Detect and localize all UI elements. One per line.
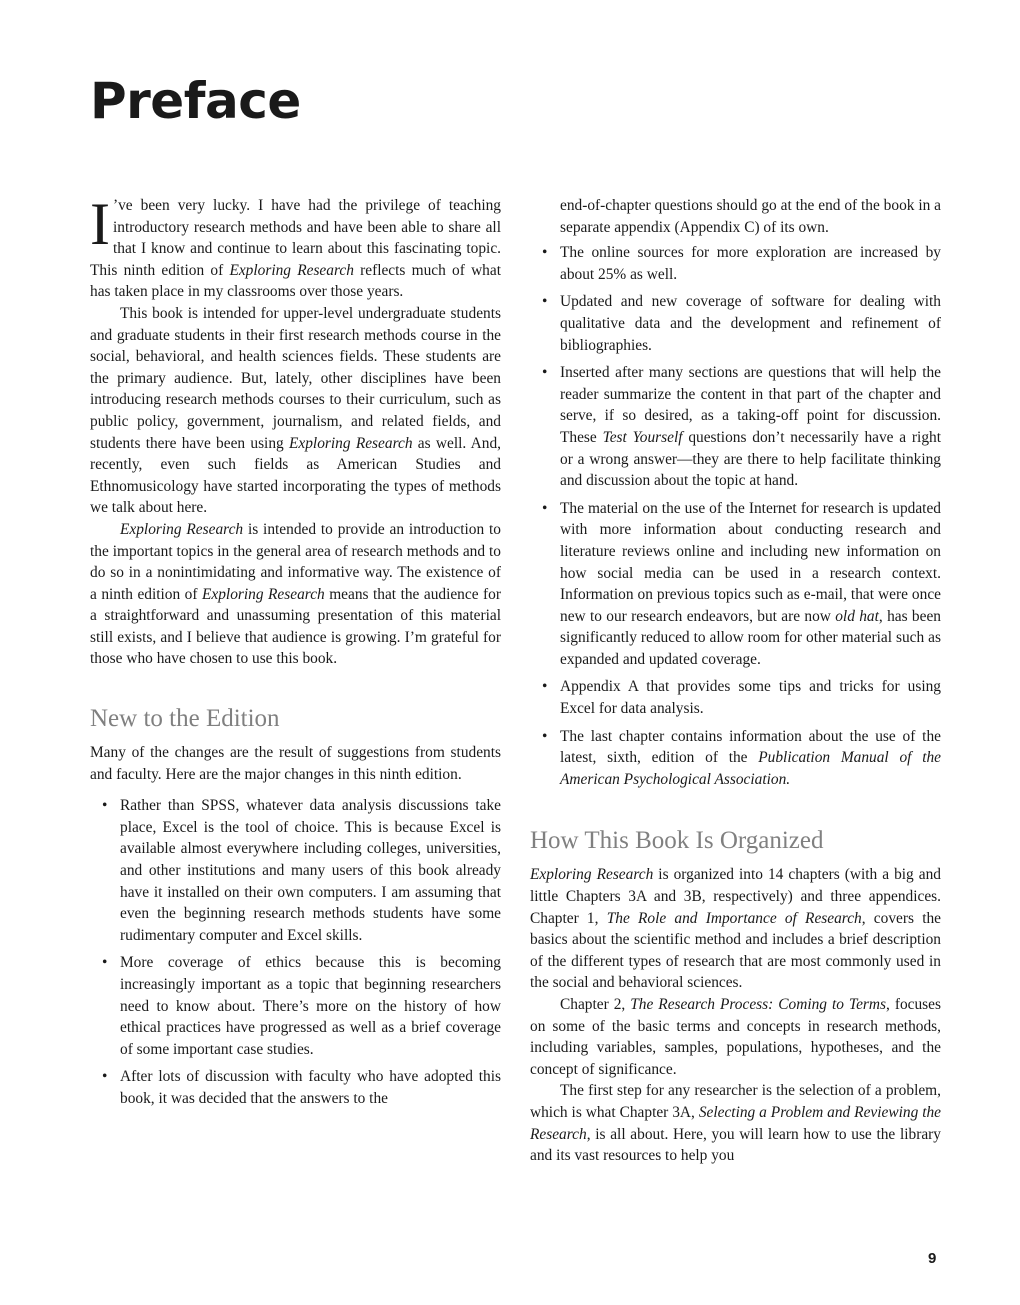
page-number: 9 bbox=[928, 1250, 937, 1267]
list-item: • Updated and new coverage of software for dealing with qualitative data and the development and refinement of bibliographies. bbox=[542, 293, 941, 354]
changes-list-left bbox=[90, 795, 501, 1109]
intro-paragraph: I ’ve been very lucky. I have had the privilege of teaching introductory research methods and have been able to share all that I know and continue to learn about this fascinating topic. This ninth edition of Exploring Research reflects much of what has taken place in my classrooms over those years. bbox=[90, 191, 501, 301]
section-heading-new-edition: New to the Edition bbox=[90, 705, 280, 733]
list-item: • More coverage of ethics because this is becoming increasingly important as a topic that beginning researchers need to know about. There’s more on the history of how ethical practices have progressed as well as a brief coverage of some important case studies. bbox=[102, 954, 501, 1058]
list-item: • The online sources for more exploration are increased by about 25% as well. bbox=[542, 244, 941, 283]
changes-intro-paragraph: Many of the changes are the result of suggestions from students and faculty. Here are the major changes in this ninth edition. bbox=[90, 744, 501, 783]
chapter2-paragraph: Chapter 2, The Research Process: Coming to Terms, focuses on some of the basic terms and concepts in research methods, including variables, samples, populations, hypotheses, and the concept of significance. bbox=[530, 996, 941, 1078]
list-item-continuation: end-of-chapter questions should go at the end of the book in a separate appendix (Appendix C) of its own. bbox=[560, 197, 941, 236]
bullet-icon: • bbox=[542, 293, 548, 311]
chapter3a-paragraph: The first step for any researcher is the selection of a problem, which is what Chapter 3A, Selecting a Problem and Reviewing the Research, is all about. Here, you will learn how to use the library and its vast resources to help you bbox=[530, 1082, 941, 1165]
section-heading-organization: How This Book Is Organized bbox=[530, 827, 824, 855]
bullet-icon: • bbox=[542, 678, 548, 696]
list-item: • Appendix A that provides some tips and tricks for using Excel for data analysis. bbox=[542, 678, 941, 718]
right-column bbox=[530, 195, 941, 1167]
page-title: Preface bbox=[90, 72, 301, 130]
bullet-icon: • bbox=[542, 244, 548, 262]
left-column bbox=[90, 191, 501, 1116]
organization-paragraph: Exploring Research is organized into 14 chapters (with a big and little Chapters 3A and 3B, respectively) and three appendices. Chapter 1, The Role and Importance of Research, covers the basics about the scientific method and includes a brief description of the different types of research that are most commonly used in the social and behavioral sciences. bbox=[530, 866, 941, 992]
bullet-icon: • bbox=[102, 954, 108, 972]
bullet-icon: • bbox=[542, 727, 548, 745]
list-item: • The last chapter contains information about the use of the latest, sixth, edition of the Publication Manual of the American Psychological Association. bbox=[542, 727, 941, 788]
bullet-icon: • bbox=[102, 797, 108, 815]
audience-paragraph: This book is intended for upper-level undergraduate students and graduate students in their first research methods course in the social, behavioral, and health sciences fields. These students are the primary audience. But, lately, other disciplines have been introducing research methods courses to their curriculum, such as public policy, government, journalism, and related fields, and students there have been using Exploring Research as well. And, recently, even such fields as American Studies and Ethnomusicology have started incorporating the types of methods we talk about here. bbox=[90, 304, 501, 517]
list-item: • The material on the use of the Internet for research is updated with more information about conducting research and literature reviews online and including new information on how social media can be used in a research context. Information on previous topics such as e-mail, that were once new to our research endeavors, but are now old hat, has been significantly reduced to allow room for other material such as expanded and updated coverage. bbox=[542, 499, 941, 668]
list-item: • After lots of discussion with faculty who have adopted this book, it was decided that the answers to the bbox=[102, 1068, 501, 1107]
list-item: • Rather than SPSS, whatever data analysis discussions take place, Excel is the tool of choice. This is because Excel is available almost everywhere including colleges, universities, and other institutions and many users of this book already have it installed on their own computers. I am assuming that even the beginning research methods students have some rudimentary computer and Excel skills. bbox=[102, 797, 501, 944]
purpose-paragraph: Exploring Research is intended to provide an introduction to the important topics in the general area of research methods and to do so in a nonintimidating and informative way. The existence of a ninth edition of Exploring Research means that the audience for a straightforward and unassuming presentation of this material still exists, and I believe that audience is growing. I’m grateful for those who have chosen to use this book. bbox=[90, 520, 501, 668]
bullet-icon: • bbox=[102, 1068, 108, 1086]
drop-cap: I bbox=[90, 191, 110, 257]
changes-list-right bbox=[530, 195, 941, 790]
bullet-icon: • bbox=[542, 499, 548, 517]
list-item: • Inserted after many sections are questions that will help the reader summarize the content in that part of the chapter and serve, if so desired, as a taking-off point for discussion. These Test Yourself questions don’t necessarily have a right or a wrong answer—they are there to help facilitate thinking and discussion about the topic at hand. bbox=[542, 364, 941, 490]
bullet-icon: • bbox=[542, 364, 548, 382]
